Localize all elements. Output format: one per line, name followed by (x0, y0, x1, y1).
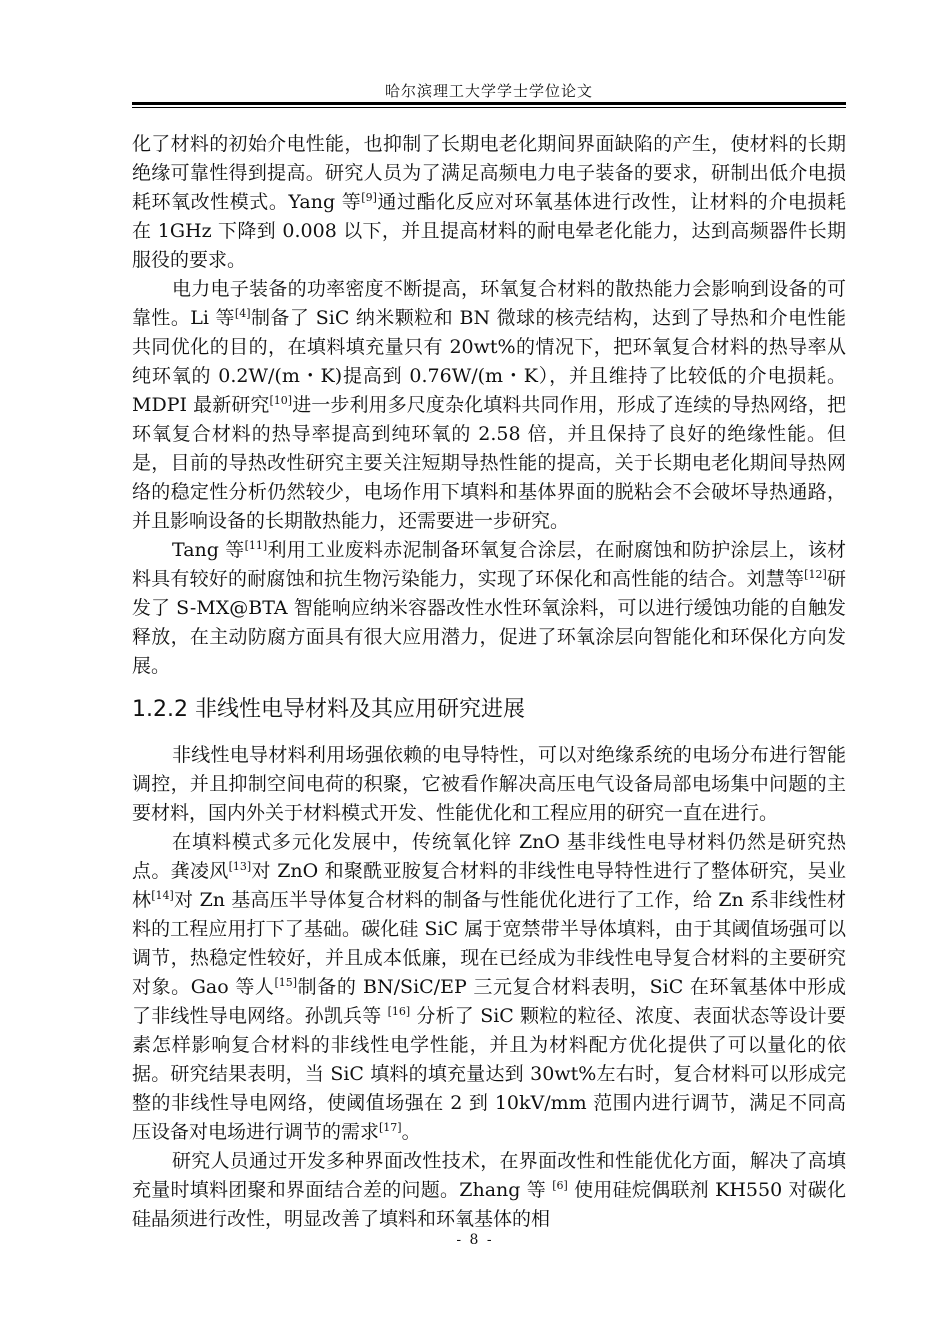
citation-marker: [4] (234, 307, 251, 320)
header-rule-thin (132, 107, 846, 108)
citation-marker: [6] (552, 1179, 568, 1192)
citation-marker: [11] (244, 539, 268, 552)
citation-marker: [17] (379, 1121, 402, 1134)
citation-marker: [13] (228, 860, 252, 873)
paragraph: 非线性电导材料利用场强依赖的电导特性，可以对绝缘系统的电场分布进行智能调控，并且抑制空间电荷的积聚，它被看作解决高压电气设备局部电场集中问题的主要材料，国内外关于材料模式开发、性能优化和工程应用的研究一直在进行。 (132, 744, 846, 824)
citation-marker: [15] (274, 976, 298, 989)
citation-marker: [14] (151, 889, 174, 902)
section-heading: 1.2.2 非线性电导材料及其应用研究进展 (132, 697, 525, 722)
citation-marker: [10] (269, 394, 293, 407)
paragraph: 电力电子装备的功率密度不断提高，环氧复合材料的散热能力会影响到设备的可靠性。Li 等[4]制备了 SiC 纳米颗粒和 BN 微球的核壳结构，达到了导热和介电性能共同优化的目的，在填料填充量只有 20wt%的情况下，把环氧复合材料的热导率从纯环氧的 0.2W/(m・K)提高到 0.76W/(m・K），并且维持了比较低的介电损耗。MDPI 最新研究[10]进一步利用多尺度杂化填料共同作用，形成了连续的导热网络，把环氧复合材料的热导率提高到纯环氧的 2.58 倍，并且保持了良好的绝缘性能。但是，目前的导热改性研究主要关注短期导热性能的提高，关于长期电老化期间导热网络的稳定性分析仍然较少，电场作用下填料和基体界面的脱粘会不会破坏导热通路，并且影响设备的长期散热能力，还需要进一步研究。 (132, 278, 846, 532)
paragraph: 在填料模式多元化发展中，传统氧化锌 ZnO 基非线性电导材料仍然是研究热点。龚凌风[13]对 ZnO 和聚酰亚胺复合材料的非线性电导特性进行了整体研究，吴业林[14]对 Zn 基高压半导体复合材料的制备与性能优化进行了工作，给 Zn 系非线性材料的工程应用打下了基础。碳化硅 SiC 属于宽禁带半导体填料，由于其阈值场强可以调节，热稳定性较好，并且成本低廉，现在已经成为非线性电导复合材料的主要研究对象。Gao 等人[15]制备的 BN/SiC/EP 三元复合材料表明，SiC 在环氧基体中形成了非线性导电网络。孙凯兵等 [16] 分析了 SiC 颗粒的粒径、浓度、表面状态等设计要素怎样影响复合材料的非线性电学性能，并且为材料配方优化提供了可以量化的依据。研究结果表明，当 SiC 填料的填充量达到 30wt%左右时，复合材料可以形成完整的非线性导电网络，使阈值场强在 2 到 10kV/mm 范围内进行调节，满足不同高压设备对电场进行调节的需求[17]。 (132, 831, 846, 1143)
paragraph: 研究人员通过开发多种界面改性技术，在界面改性和性能优化方面，解决了高填充量时填料团聚和界面结合差的问题。Zhang 等 [6] 使用硅烷偶联剂 KH550 对碳化硅晶须进行改性，明显改善了填料和环氧基体的相 (132, 1150, 846, 1230)
citation-marker: [16] (387, 1005, 411, 1018)
running-header: 哈尔滨理工大学学士学位论文 (384, 82, 593, 100)
citation-marker: [12] (804, 568, 827, 581)
page-body (132, 130, 846, 1234)
page-number: - 8 - (456, 1232, 494, 1248)
paragraph: Tang 等[11]利用工业废料赤泥制备环氧复合涂层，在耐腐蚀和防护涂层上，该材料具有较好的耐腐蚀和抗生物污染能力，实现了环保化和高性能的结合。刘慧等[12]研发了 S-MX@BTA 智能响应纳米容器改性水性环氧涂料，可以进行缓蚀功能的自触发释放，在主动防腐方面具有很大应用潜力，促进了环氧涂层向智能化和环保化方向发展。 (132, 539, 846, 677)
paragraph: 化了材料的初始介电性能，也抑制了长期电老化期间界面缺陷的产生，使材料的长期绝缘可靠性得到提高。研究人员为了满足高频电力电子装备的要求，研制出低介电损耗环氧改性模式。Yang 等[9]通过酯化反应对环氧基体进行改性，让材料的介电损耗在 1GHz 下降到 0.008 以下，并且提高材料的耐电晕老化能力，达到高频器件长期服役的要求。 (132, 133, 846, 271)
citation-marker: [9] (361, 191, 377, 204)
header-rule-thick (132, 102, 846, 105)
